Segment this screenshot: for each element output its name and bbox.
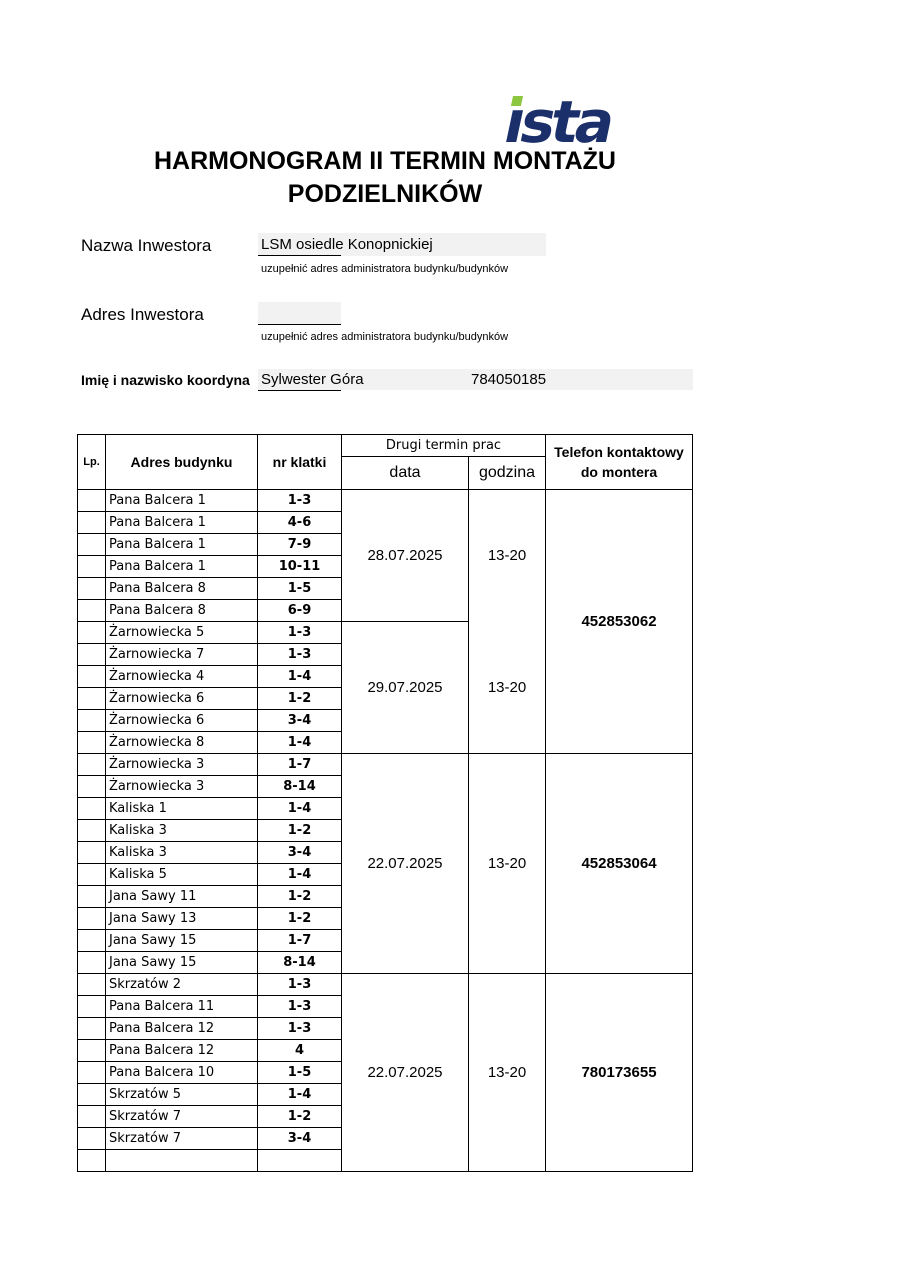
klatki-cell: 1-7 (258, 930, 342, 952)
address-cell: Jana Sawy 15 (106, 930, 258, 952)
coordinator-label: Imię i nazwisko koordyna (81, 372, 250, 388)
klatki-cell: 1-3 (258, 622, 342, 644)
klatki-cell: 4-6 (258, 512, 342, 534)
address-cell: Pana Balcera 11 (106, 996, 258, 1018)
klatki-cell: 1-5 (258, 578, 342, 600)
address-cell: Pana Balcera 1 (106, 490, 258, 512)
klatki-cell: 3-4 (258, 842, 342, 864)
klatki-cell: 1-4 (258, 864, 342, 886)
klatki-cell: 4 (258, 1040, 342, 1062)
title-line-2: PODZIELNIKÓW (287, 180, 483, 208)
address-cell: Żarnowiecka 6 (106, 710, 258, 732)
klatki-cell: 1-4 (258, 1084, 342, 1106)
klatki-cell: 1-3 (258, 974, 342, 996)
address-cell: Żarnowiecka 3 (106, 754, 258, 776)
svg-text:ısta: ısta (498, 88, 618, 156)
klatki-cell: 1-4 (258, 732, 342, 754)
klatki-cell: 1-2 (258, 1106, 342, 1128)
address-cell: Pana Balcera 8 (106, 578, 258, 600)
klatki-cell: 1-3 (258, 644, 342, 666)
klatki-cell: 3-4 (258, 710, 342, 732)
header-lp: Lp. (78, 435, 106, 490)
klatki-cell: 1-7 (258, 754, 342, 776)
address-cell: Pana Balcera 8 (106, 600, 258, 622)
coordinator-phone: 784050185 (471, 371, 547, 388)
phone-cell: 452853062 (546, 490, 693, 754)
investor-name-field[interactable] (258, 233, 546, 256)
klatki-cell: 8-14 (258, 952, 342, 974)
schedule-table (77, 434, 693, 1172)
address-cell: Pana Balcera 1 (106, 512, 258, 534)
phone-cell: 780173655 (546, 974, 693, 1172)
address-cell: Kaliska 5 (106, 864, 258, 886)
address-cell: Jana Sawy 11 (106, 886, 258, 908)
address-cell: Kaliska 1 (106, 798, 258, 820)
address-cell (106, 1150, 258, 1172)
address-cell: Jana Sawy 15 (106, 952, 258, 974)
hour-cell: 13-20 (469, 754, 546, 974)
klatki-cell: 7-9 (258, 534, 342, 556)
date-cell: 22.07.2025 (342, 974, 469, 1172)
klatki-cell: 1-2 (258, 688, 342, 710)
klatki-cell: 8-14 (258, 776, 342, 798)
address-cell: Jana Sawy 13 (106, 908, 258, 930)
klatki-cell: 10-11 (258, 556, 342, 578)
hour-cell: 13-20 (469, 974, 546, 1172)
klatki-cell: 1-2 (258, 820, 342, 842)
klatki-cell: 1-4 (258, 798, 342, 820)
address-cell: Żarnowiecka 4 (106, 666, 258, 688)
hour-cell: 13-20 (469, 490, 546, 622)
header-klatki: nr klatki (258, 435, 342, 490)
table-row (78, 974, 693, 996)
header-phone: Telefon kontaktowy do montera (546, 435, 693, 490)
hour-cell: 13-20 (469, 622, 546, 754)
header-hour: godzina (469, 457, 546, 490)
klatki-cell: 1-3 (258, 490, 342, 512)
date-cell: 28.07.2025 (342, 490, 469, 622)
klatki-cell: 1-4 (258, 666, 342, 688)
klatki-cell: 3-4 (258, 1128, 342, 1150)
investor-address-label: Adres Inwestora (81, 305, 204, 324)
klatki-cell (258, 1150, 342, 1172)
address-cell: Pana Balcera 1 (106, 534, 258, 556)
klatki-cell: 1-5 (258, 1062, 342, 1084)
page-title (100, 145, 670, 211)
investor-address-hint: uzupełnić adres administratora budynku/budynków (261, 331, 509, 343)
address-cell: Skrzatów 5 (106, 1084, 258, 1106)
klatki-cell: 1-3 (258, 1018, 342, 1040)
ista-logo (498, 82, 618, 156)
klatki-cell: 1-2 (258, 908, 342, 930)
address-cell: Żarnowiecka 3 (106, 776, 258, 798)
table-row (78, 490, 693, 512)
klatki-cell: 6-9 (258, 600, 342, 622)
klatki-cell: 1-2 (258, 886, 342, 908)
address-cell: Żarnowiecka 7 (106, 644, 258, 666)
address-cell: Skrzatów 2 (106, 974, 258, 996)
investor-name-value: LSM osiedle Konopnickiej (261, 236, 433, 253)
investor-name-label: Nazwa Inwestora (81, 236, 212, 255)
date-cell: 22.07.2025 (342, 754, 469, 974)
address-cell: Żarnowiecka 6 (106, 688, 258, 710)
title-line-1: HARMONOGRAM II TERMIN MONTAŻU (154, 147, 616, 175)
address-cell: Żarnowiecka 5 (106, 622, 258, 644)
header-address: Adres budynku (106, 435, 258, 490)
address-cell: Kaliska 3 (106, 820, 258, 842)
investor-address-field[interactable] (258, 302, 341, 325)
header-date: data (342, 457, 469, 490)
header-second-term: Drugi termin prac (342, 435, 546, 457)
address-cell: Kaliska 3 (106, 842, 258, 864)
address-cell: Skrzatów 7 (106, 1128, 258, 1150)
address-cell: Skrzatów 7 (106, 1106, 258, 1128)
coordinator-field[interactable] (258, 369, 693, 390)
klatki-cell: 1-3 (258, 996, 342, 1018)
coordinator-value: Sylwester Góra (261, 371, 364, 388)
address-cell: Pana Balcera 12 (106, 1018, 258, 1040)
address-cell: Pana Balcera 1 (106, 556, 258, 578)
address-cell: Żarnowiecka 8 (106, 732, 258, 754)
table-row (78, 754, 693, 776)
address-cell: Pana Balcera 12 (106, 1040, 258, 1062)
investor-name-hint: uzupełnić adres administratora budynku/budynków (261, 263, 509, 275)
address-cell: Pana Balcera 10 (106, 1062, 258, 1084)
phone-cell: 452853064 (546, 754, 693, 974)
date-cell: 29.07.2025 (342, 622, 469, 754)
